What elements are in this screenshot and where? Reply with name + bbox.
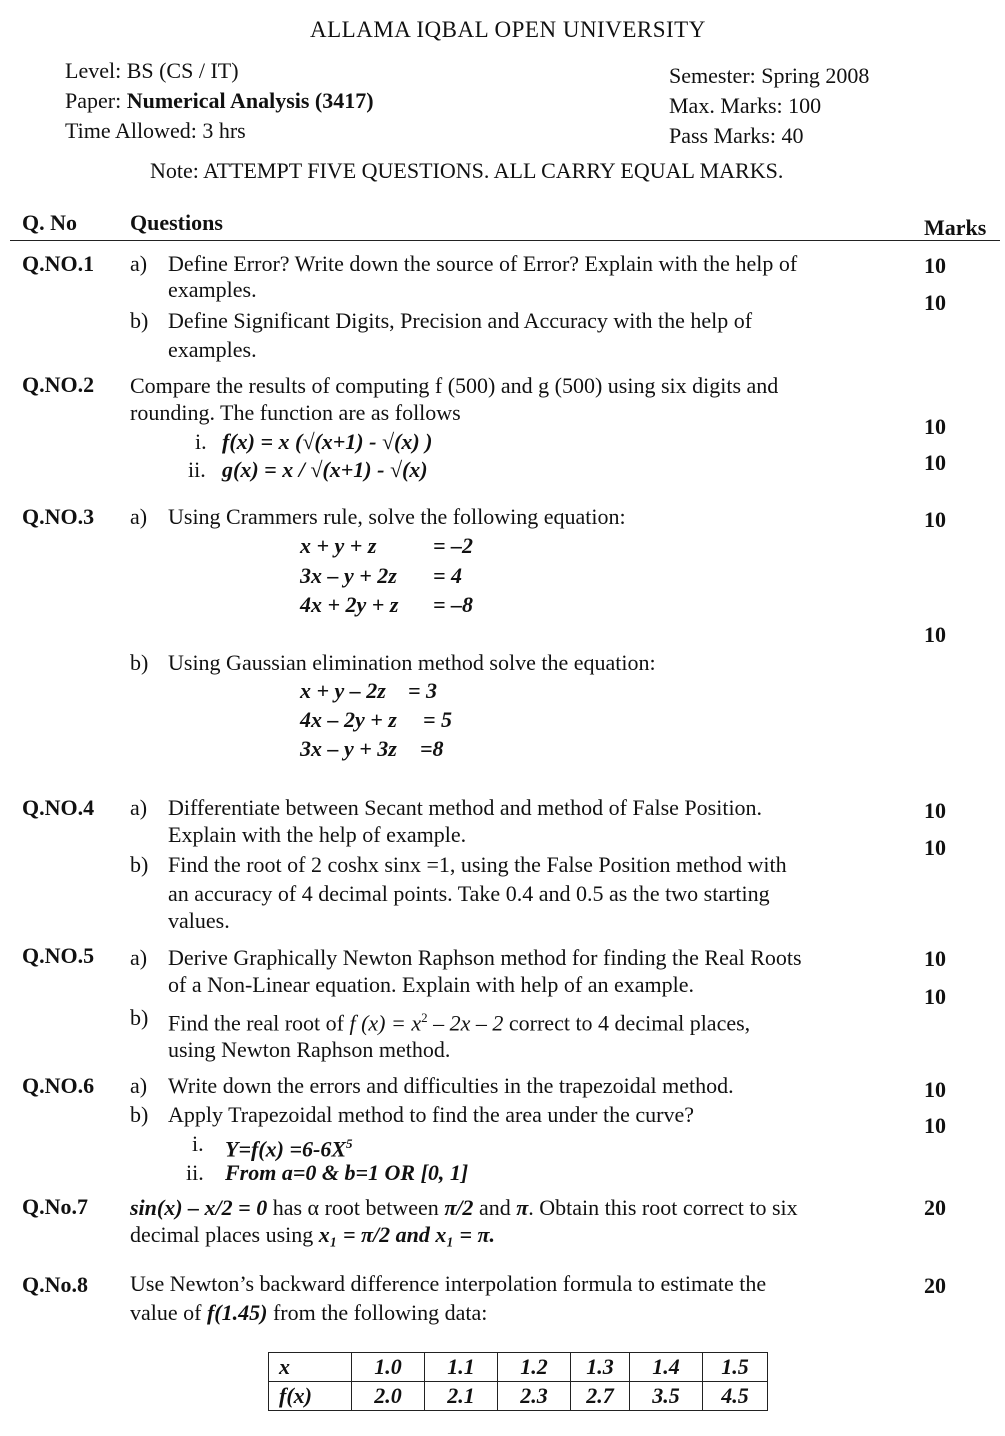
q8-l2-post: from the following data: [267, 1300, 488, 1325]
header-divider [10, 240, 1000, 241]
q7-text-2 [130, 1222, 495, 1248]
table-row-fx [269, 1382, 768, 1411]
q1-b-text-2: examples. [168, 337, 257, 362]
paper-label: Paper: [65, 88, 127, 113]
q7-pi2: π/2 [444, 1195, 474, 1220]
col-questions: Questions [130, 210, 223, 235]
table-x-cell: 1.3 [571, 1353, 630, 1382]
table-x-cell: 1.0 [352, 1353, 425, 1382]
q7-marks: 20 [924, 1195, 946, 1220]
table-x-label: x [269, 1353, 352, 1382]
q3-a-eq2-lhs: 3x – y + 2z [300, 563, 397, 588]
q3-a-eq3-rhs: = –8 [433, 592, 474, 617]
q2-i-label: i. [195, 429, 207, 454]
q3-a-marks: 10 [924, 507, 946, 532]
col-marks: Marks [924, 215, 987, 240]
q7-number: Q.No.7 [22, 1194, 88, 1219]
table-fx-cell: 2.1 [425, 1382, 498, 1411]
q4-b-text: Find the root of 2 coshx sinx =1, using the False Position method with [168, 852, 787, 877]
q3-a-label: a) [130, 504, 148, 529]
q5-a-label: a) [130, 945, 148, 970]
table-x-cell: 1.5 [703, 1353, 768, 1382]
q5-b-post: correct to 4 decimal places, [503, 1010, 751, 1036]
q5-a-text-2: of a Non-Linear equation. Explain with help of an example. [168, 972, 694, 997]
paper-name: Numerical Analysis (3417) [126, 88, 374, 113]
q2-text-2: rounding. The function are as follows [130, 400, 461, 425]
q7-text [130, 1195, 798, 1221]
q6-ii-expr: From a=0 & b=1 OR [0, 1] [225, 1160, 469, 1185]
q2-i-marks: 10 [924, 414, 946, 439]
q6-number: Q.NO.6 [22, 1073, 95, 1098]
q3-b-marks: 10 [924, 622, 946, 647]
q6-b-label: b) [130, 1102, 149, 1127]
table-fx-cell: 2.3 [498, 1382, 571, 1411]
semester: Semester: Spring 2008 [669, 63, 870, 88]
q5-b-marks: 10 [924, 984, 946, 1009]
pass-marks: Pass Marks: 40 [669, 123, 804, 148]
q4-b-label: b) [130, 852, 149, 877]
table-fx-cell: 3.5 [630, 1382, 703, 1411]
table-fx-cell: 4.5 [703, 1382, 768, 1411]
table-row-x [269, 1353, 768, 1382]
q4-a-text: Differentiate between Secant method and method of False Position. [168, 795, 763, 820]
q2-number: Q.NO.2 [22, 372, 95, 397]
q6-a-marks: 10 [924, 1077, 946, 1102]
q2-ii-label: ii. [188, 457, 206, 482]
q3-a-eq1-lhs: x + y + z [300, 533, 377, 558]
q1-a-marks: 10 [924, 253, 946, 278]
q4-a-marks: 10 [924, 798, 946, 823]
paper [65, 88, 374, 114]
q5-b-fx: f (x) [349, 1010, 386, 1036]
q8-marks: 20 [924, 1273, 946, 1298]
q5-b-rest: – 2x – 2 [427, 1010, 504, 1036]
q4-number: Q.NO.4 [22, 795, 95, 820]
q8-text-2 [130, 1300, 487, 1326]
table-fx-cell: 2.7 [571, 1382, 630, 1411]
q3-b-eq1-rhs: = 3 [408, 678, 438, 703]
q5-b-label: b) [130, 1005, 149, 1030]
q6-ii-label: ii. [186, 1160, 204, 1185]
q3-a-eq2-rhs: = 4 [433, 563, 463, 588]
q7-expr: sin(x) – x/2 = 0 [130, 1195, 268, 1220]
note: Note: ATTEMPT FIVE QUESTIONS. ALL CARRY EQUAL MARKS. [150, 158, 784, 183]
q5-a-marks: 10 [924, 946, 946, 971]
q6-i-label: i. [192, 1131, 204, 1156]
table-x-cell: 1.2 [498, 1353, 571, 1382]
q7-and: and [473, 1195, 517, 1220]
q5-b-text [168, 1005, 750, 1036]
q3-b-text: Using Gaussian elimination method solve the equation: [168, 650, 656, 675]
q8-number: Q.No.8 [22, 1272, 88, 1297]
q4-b-marks: 10 [924, 835, 946, 860]
q2-ii-expr: g(x) = x / √(x+1) - √(x) [222, 457, 428, 482]
q1-a-text: Define Error? Write down the source of Error? Explain with the help of [168, 251, 798, 276]
q5-b-sup: 2 [421, 1010, 428, 1025]
q2-text: Compare the results of computing f (500) and g (500) using six digits and [130, 373, 779, 398]
table-x-cell: 1.1 [425, 1353, 498, 1382]
university-title: ALLAMA IQBAL OPEN UNIVERSITY [310, 17, 706, 42]
q1-b-marks: 10 [924, 290, 946, 315]
q5-number: Q.NO.5 [22, 943, 95, 968]
table-fx-label: f(x) [269, 1382, 352, 1411]
q6-i-expr-text: Y=f(x) =6-6X [225, 1136, 346, 1162]
q5-b-text-2: using Newton Raphson method. [168, 1037, 451, 1062]
time-allowed: Time Allowed: 3 hrs [65, 118, 246, 143]
q7-pi: π [516, 1195, 529, 1220]
q1-b-text: Define Significant Digits, Precision and Accuracy with the help of [168, 308, 753, 333]
q6-b-marks: 10 [924, 1113, 946, 1138]
col-qno: Q. No [22, 210, 77, 235]
table-x-cell: 1.4 [630, 1353, 703, 1382]
q6-i-expr [225, 1131, 353, 1162]
q8-l2-expr: f(1.45) [206, 1300, 268, 1325]
max-marks: Max. Marks: 100 [669, 93, 822, 118]
q3-number: Q.NO.3 [22, 504, 95, 529]
level: Level: BS (CS / IT) [65, 58, 239, 83]
q3-a-text: Using Crammers rule, solve the following equation: [168, 504, 626, 529]
q5-a-text: Derive Graphically Newton Raphson method for finding the Real Roots [168, 945, 802, 970]
q3-a-eq3-lhs: 4x + 2y + z [300, 592, 399, 617]
q6-i-sup: 5 [346, 1136, 353, 1151]
q3-b-eq3-rhs: =8 [420, 736, 444, 761]
q8-text: Use Newton’s backward difference interpolation formula to estimate the [130, 1271, 767, 1296]
q5-b-pre: Find the real root of [168, 1010, 350, 1036]
q4-b-text-3: values. [168, 908, 230, 933]
q7-mid: has α root between [267, 1195, 445, 1220]
q1-number: Q.NO.1 [22, 251, 95, 276]
q3-b-eq2-lhs: 4x – 2y + z [300, 707, 397, 732]
q1-a-label: a) [130, 251, 148, 276]
q4-b-text-2: an accuracy of 4 decimal points. Take 0.4 and 0.5 as the two starting [168, 881, 770, 906]
q3-b-eq1-lhs: x + y – 2z [300, 678, 386, 703]
q7-rest: . Obtain this root correct to six [528, 1195, 798, 1220]
q8-data-table [268, 1352, 768, 1411]
q3-a-eq1-rhs: = –2 [433, 533, 474, 558]
q7-l2-pre: decimal places using [130, 1222, 319, 1247]
q1-b-label: b) [130, 308, 149, 333]
q3-b-label: b) [130, 650, 149, 675]
q2-i-expr: f(x) = x (√(x+1) - √(x) ) [222, 429, 433, 454]
q2-ii-marks: 10 [924, 450, 946, 475]
q1-a-text-2: examples. [168, 277, 257, 302]
q7-l2-expr: x₁ = π/2 and x₁ = π. [318, 1222, 496, 1247]
table-fx-cell: 2.0 [352, 1382, 425, 1411]
q5-b-eq: = x [385, 1010, 422, 1036]
q4-a-text-2: Explain with the help of example. [168, 822, 467, 847]
q8-l2-pre: value of [130, 1300, 207, 1325]
q6-b-text: Apply Trapezoidal method to find the area under the curve? [168, 1102, 695, 1127]
q3-b-eq3-lhs: 3x – y + 3z [300, 736, 397, 761]
q6-a-label: a) [130, 1073, 148, 1098]
q4-a-label: a) [130, 795, 148, 820]
q3-b-eq2-rhs: = 5 [423, 707, 453, 732]
q6-a-text: Write down the errors and difficulties in the trapezoidal method. [168, 1073, 734, 1098]
